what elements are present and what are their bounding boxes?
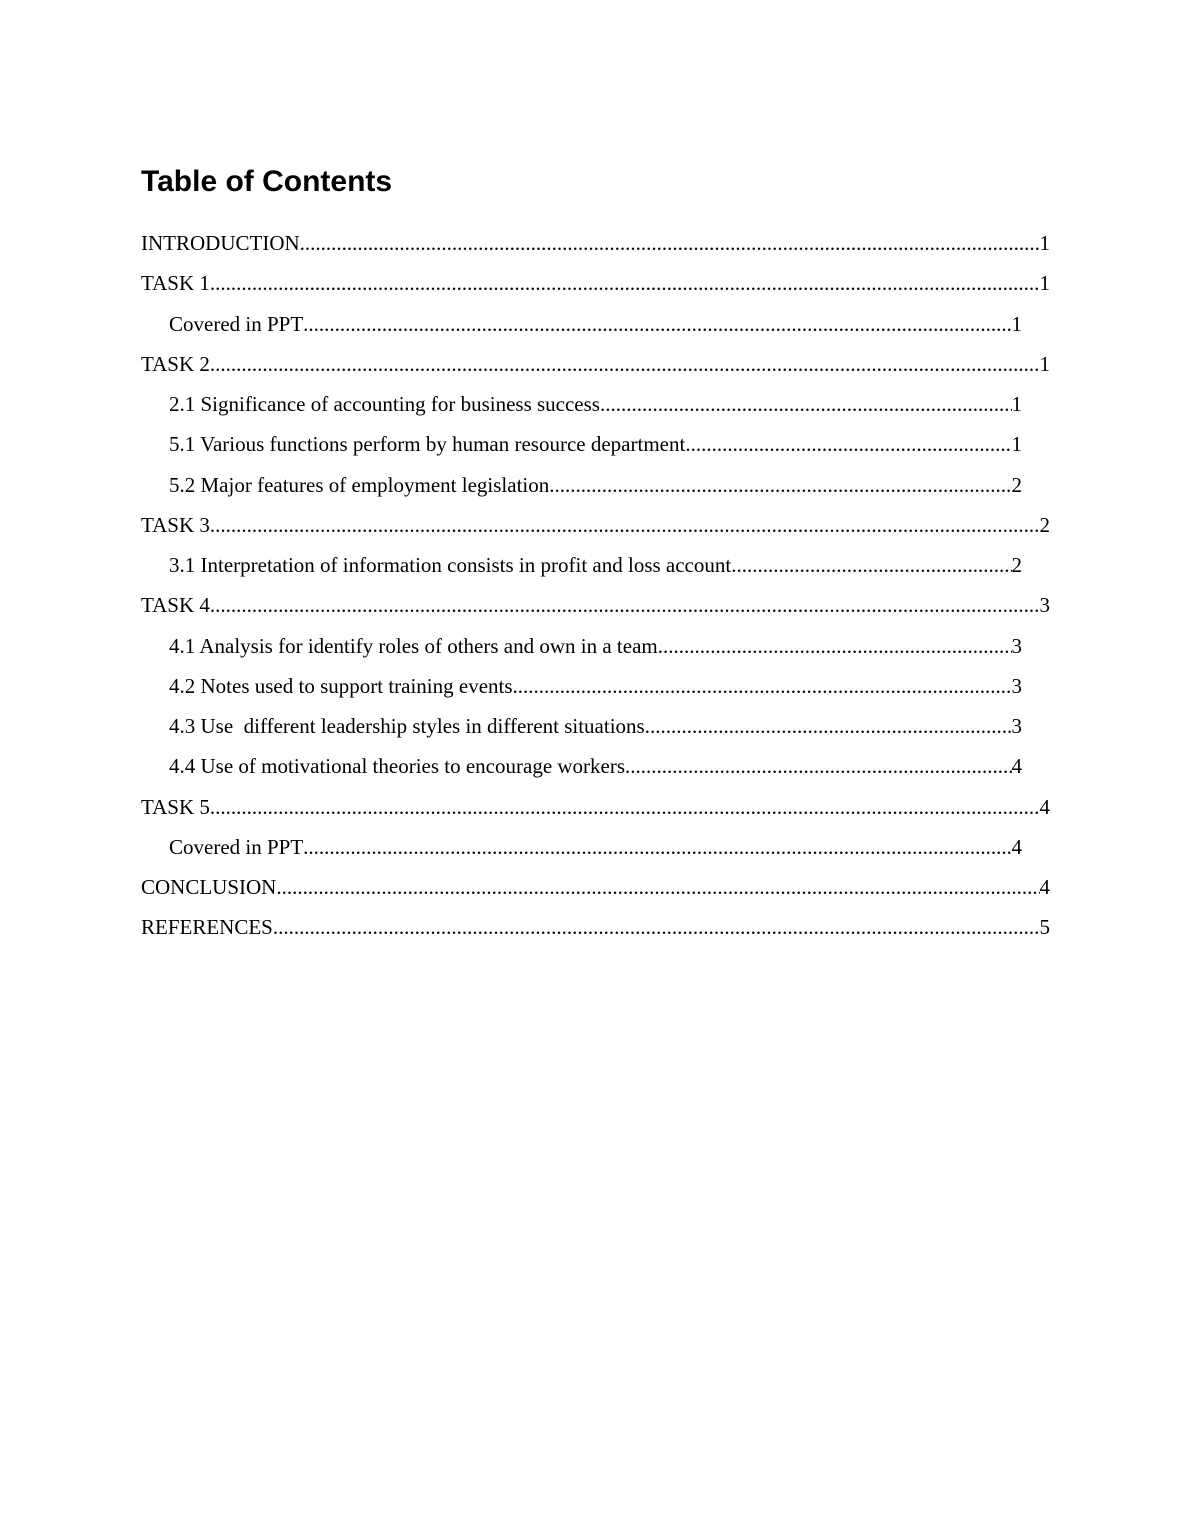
toc-dot-leader (276, 872, 1039, 902)
toc-entry[interactable] (0, 749, 1190, 789)
toc-entry[interactable] (0, 427, 1190, 467)
toc-page-number: 1 (1011, 392, 1022, 416)
toc-page-number: 3 (1011, 633, 1022, 658)
toc-entry-title: TASK 1 (141, 271, 210, 296)
toc-entry-title: TASK 5 (141, 794, 210, 819)
toc-dot-leader (513, 671, 1012, 701)
toc-dot-leader (600, 389, 1012, 419)
toc-page-number: 2 (1011, 472, 1022, 497)
toc-entry[interactable] (0, 548, 1190, 588)
toc-dot-leader (210, 268, 1040, 298)
toc-page-number: 4 (1039, 794, 1050, 819)
toc-list (0, 226, 1190, 951)
toc-entry[interactable] (0, 508, 1190, 548)
toc-entry[interactable] (0, 669, 1190, 709)
toc-page-number: 3 (1011, 673, 1022, 698)
toc-dot-leader (210, 792, 1040, 822)
toc-entry[interactable] (0, 629, 1190, 669)
toc-page-number: 1 (1011, 311, 1022, 336)
toc-entry-title: CONCLUSION (141, 875, 277, 899)
toc-entry-title: 4.1 Analysis for identify roles of others and own in a team (169, 633, 658, 658)
toc-entry-title: 4.2 Notes used to support training events (169, 673, 513, 698)
toc-entry-title: 5.1 Various functions perform by human resource department (169, 432, 686, 457)
toc-entry[interactable] (0, 468, 1190, 508)
toc-dot-leader (303, 309, 1011, 339)
toc-entry[interactable] (0, 266, 1190, 306)
toc-entry[interactable] (0, 790, 1190, 830)
toc-page-number: 3 (1011, 714, 1022, 738)
toc-page-number: 1 (1039, 351, 1050, 376)
toc-page-number: 4 (1011, 754, 1022, 779)
toc-entry-title: TASK 3 (141, 512, 210, 537)
toc-heading: Table of Contents (141, 165, 393, 198)
toc-entry[interactable] (0, 830, 1190, 870)
toc-entry-title: 3.1 Interpretation of information consists in profit and loss account (169, 553, 732, 577)
toc-entry[interactable] (0, 910, 1190, 950)
toc-page-number: 1 (1011, 432, 1022, 457)
toc-dot-leader (645, 711, 1012, 741)
toc-entry[interactable] (0, 588, 1190, 628)
toc-dot-leader (210, 510, 1040, 540)
toc-entry-title: Covered in PPT (169, 834, 304, 859)
toc-entry-title: TASK 4 (141, 593, 210, 618)
toc-entry-title: Covered in PPT (169, 311, 304, 336)
toc-entry-title: 4.4 Use of motivational theories to encourage workers (169, 754, 626, 779)
toc-dot-leader (685, 429, 1011, 459)
toc-page-number: 2 (1011, 553, 1022, 577)
toc-page-number: 2 (1039, 512, 1050, 537)
toc-page-number: 1 (1039, 231, 1050, 255)
toc-dot-leader (300, 228, 1040, 258)
toc-entry-title: INTRODUCTION (141, 231, 300, 255)
toc-dot-leader (210, 590, 1040, 620)
toc-dot-leader (658, 631, 1012, 661)
toc-dot-leader (273, 912, 1040, 942)
toc-entry[interactable] (0, 709, 1190, 749)
toc-entry-title: REFERENCES (141, 915, 273, 940)
toc-page-number: 4 (1039, 875, 1050, 899)
toc-dot-leader (549, 470, 1011, 500)
toc-entry[interactable] (0, 226, 1190, 266)
toc-dot-leader (210, 349, 1040, 379)
toc-entry[interactable] (0, 307, 1190, 347)
toc-page-number: 5 (1039, 915, 1050, 940)
toc-dot-leader (303, 832, 1011, 862)
toc-entry-title: 5.2 Major features of employment legislation (169, 472, 550, 497)
toc-entry-title: 4.3 Use different leadership styles in different situations (169, 714, 645, 738)
toc-entry-title: TASK 2 (141, 351, 210, 376)
toc-page-number: 1 (1039, 271, 1050, 296)
toc-dot-leader (731, 550, 1011, 580)
toc-entry[interactable] (0, 870, 1190, 910)
toc-page-number: 4 (1011, 834, 1022, 859)
toc-dot-leader (625, 751, 1011, 781)
toc-entry[interactable] (0, 387, 1190, 427)
toc-entry-title: 2.1 Significance of accounting for business success (169, 392, 600, 416)
toc-page-number: 3 (1039, 593, 1050, 618)
toc-entry[interactable] (0, 347, 1190, 387)
